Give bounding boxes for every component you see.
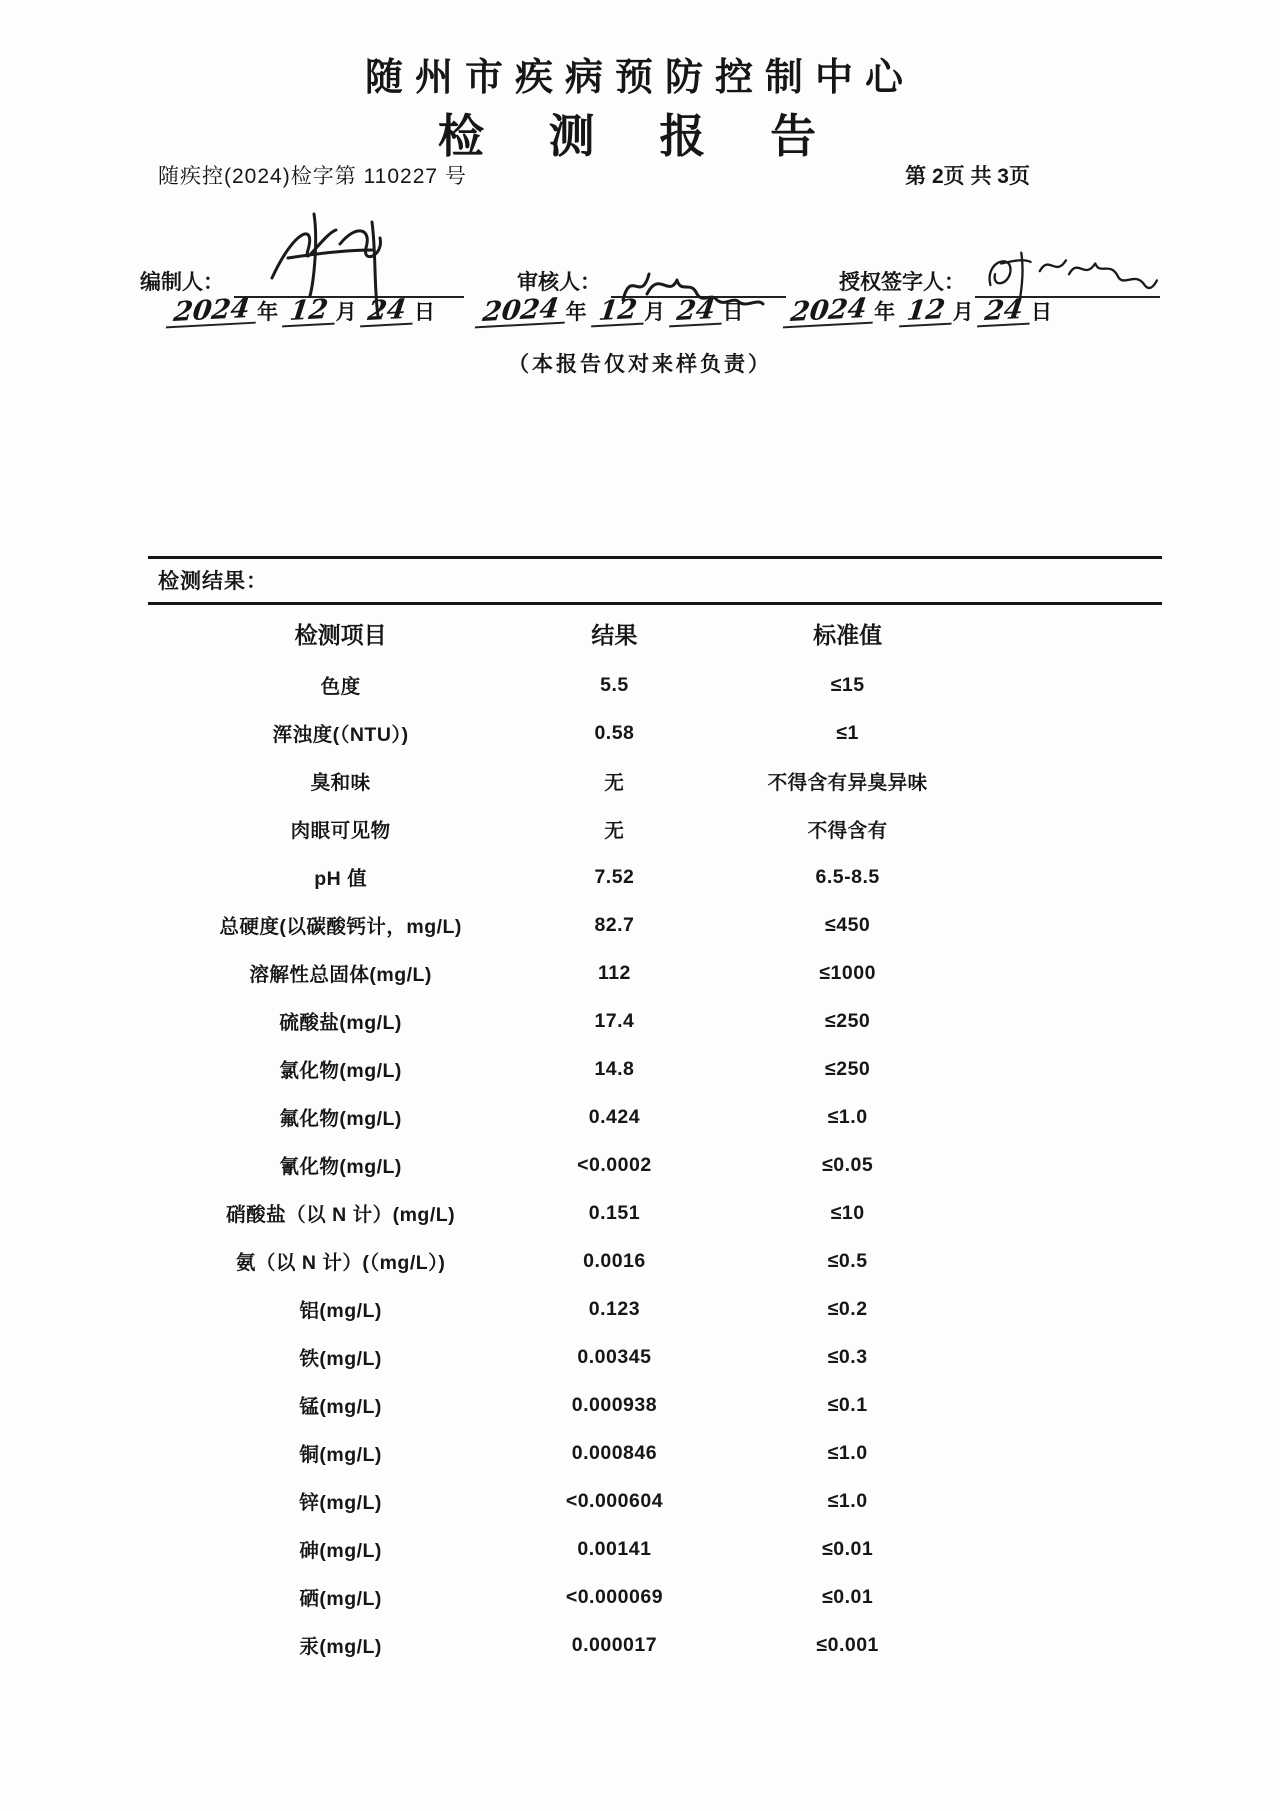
- day-suffix: 日: [414, 301, 435, 324]
- reviewer-date-day: 24: [669, 296, 725, 328]
- table-row: [148, 661, 1162, 709]
- table-row: [148, 757, 1162, 805]
- reviewer-date: [477, 293, 744, 328]
- authorizer-group: [839, 238, 1160, 298]
- preparer-signature-line: [234, 238, 464, 298]
- reviewer-signature-line: [611, 238, 786, 298]
- table-row: [148, 1525, 1162, 1573]
- cell-item: 肉眼可见物: [290, 820, 391, 842]
- table-row: [148, 1093, 1162, 1141]
- cell-item: 溶解性总固体(mg/L): [249, 964, 432, 986]
- cell-result: <0.0002: [577, 1153, 652, 1176]
- cell-standard: ≤0.01: [822, 1537, 874, 1560]
- cell-standard: ≤0.01: [822, 1585, 874, 1608]
- reviewer-label: 审核人：: [517, 271, 601, 294]
- reviewer-date-month: 12: [591, 296, 647, 328]
- cell-result: 0.000017: [571, 1633, 658, 1656]
- cell-result: 0.00345: [577, 1345, 652, 1368]
- cell-item: 铜(mg/L): [299, 1444, 382, 1466]
- cell-item: 锰(mg/L): [299, 1396, 382, 1418]
- cell-item: 浑浊度(（NTU）): [272, 724, 409, 746]
- table-row: [148, 1285, 1162, 1333]
- cell-standard: ≤1.0: [827, 1441, 868, 1464]
- table-row: [148, 1237, 1162, 1285]
- authorizer-date: [785, 293, 1052, 328]
- cell-standard: ≤1: [836, 721, 859, 744]
- table-row: [148, 901, 1162, 949]
- cell-item: 氰化物(mg/L): [279, 1156, 402, 1178]
- cell-standard: ≤1.0: [827, 1489, 868, 1512]
- cell-result: <0.000604: [565, 1489, 664, 1512]
- cell-item: 总硬度(以碳酸钙计，mg/L): [219, 916, 462, 938]
- year-suffix: 年: [874, 301, 896, 324]
- cell-result: 14.8: [594, 1057, 635, 1080]
- cell-item: 铝(mg/L): [299, 1300, 382, 1322]
- cell-standard: ≤1000: [819, 961, 876, 984]
- cell-standard: ≤10: [830, 1201, 865, 1224]
- responsibility-note: （本报告仅对来样负责）: [508, 353, 772, 376]
- cell-standard: ≤1.0: [827, 1105, 868, 1128]
- cell-item: 硫酸盐(mg/L): [279, 1012, 402, 1034]
- cell-result: 0.000938: [571, 1393, 658, 1416]
- cell-standard: ≤450: [825, 913, 871, 936]
- table-row: [148, 1189, 1162, 1237]
- cell-item: 氨（以 N 计）(（mg/L）): [235, 1252, 446, 1274]
- cell-item: 铁(mg/L): [299, 1348, 382, 1370]
- month-suffix: 月: [952, 301, 974, 324]
- cell-result: 0.000846: [571, 1441, 658, 1464]
- report-title: 检 测 报 告: [437, 110, 843, 162]
- authorizer-date-day: 24: [977, 296, 1033, 328]
- cell-result: 0.123: [588, 1297, 641, 1320]
- org-title: 随州市疾病预防控制中心: [364, 57, 915, 99]
- table-row: [148, 1381, 1162, 1429]
- cell-standard: ≤250: [825, 1057, 871, 1080]
- cell-item: 汞(mg/L): [299, 1636, 382, 1658]
- column-header-result: 结果: [591, 621, 638, 648]
- cell-result: 17.4: [594, 1009, 635, 1032]
- cell-standard: ≤0.1: [827, 1393, 868, 1416]
- cell-item: 锌(mg/L): [299, 1492, 382, 1514]
- cell-result: 0.151: [588, 1201, 641, 1224]
- month-suffix: 月: [644, 301, 666, 324]
- column-header-standard: 标准值: [813, 621, 883, 648]
- doc-number: 随疾控(2024)检字第 110227 号: [158, 165, 467, 188]
- cell-result: 112: [597, 961, 631, 984]
- cell-item: 氯化物(mg/L): [279, 1060, 402, 1082]
- results-table-body: [148, 661, 1162, 1669]
- cell-standard: 不得含有: [807, 820, 888, 842]
- cell-result: 0.424: [588, 1105, 641, 1128]
- preparer-label: 编制人：: [140, 271, 224, 294]
- page-indicator: 第 2页 共 3页: [905, 165, 1030, 188]
- cell-result: <0.000069: [565, 1585, 664, 1608]
- cell-item: pH 值: [314, 868, 368, 890]
- cell-result: 0.0016: [583, 1249, 646, 1272]
- cell-result: 82.7: [594, 913, 635, 936]
- cell-standard: 不得含有异臭异味: [767, 772, 928, 794]
- signature-row: [140, 238, 1160, 298]
- table-row: [148, 1333, 1162, 1381]
- table-row: [148, 1429, 1162, 1477]
- preparer-date-month: 12: [282, 296, 338, 328]
- year-suffix: 年: [565, 301, 587, 324]
- preparer-date: [168, 293, 435, 328]
- table-row: [148, 1573, 1162, 1621]
- day-suffix: 日: [722, 301, 744, 324]
- table-row: [148, 997, 1162, 1045]
- cell-result: 0.58: [594, 721, 635, 744]
- preparer-group: [140, 238, 464, 298]
- reviewer-group: [517, 238, 786, 298]
- table-row: [148, 1621, 1162, 1669]
- date-row: [168, 293, 1052, 328]
- authorizer-label: 授权签字人：: [839, 271, 965, 294]
- authorizer-date-year: 2024: [783, 295, 876, 329]
- table-row: [148, 949, 1162, 997]
- cell-result: 0.00141: [577, 1537, 652, 1560]
- cell-standard: ≤0.3: [827, 1345, 868, 1368]
- results-section: [148, 556, 1162, 1669]
- authorizer-signature-line: [975, 238, 1160, 298]
- cell-item: 硝酸盐（以 N 计）(mg/L): [226, 1204, 456, 1226]
- cell-standard: ≤0.001: [816, 1633, 879, 1656]
- cell-standard: ≤0.2: [827, 1297, 868, 1320]
- cell-standard: ≤250: [825, 1009, 871, 1032]
- authorizer-date-month: 12: [899, 296, 955, 328]
- table-row: [148, 1477, 1162, 1525]
- cell-item: 臭和味: [310, 772, 371, 794]
- preparer-date-day: 24: [360, 296, 416, 328]
- table-row: [148, 1045, 1162, 1093]
- results-section-label: 检测结果：: [158, 570, 268, 593]
- table-row: [148, 805, 1162, 853]
- cell-standard: ≤0.5: [827, 1249, 868, 1272]
- results-table-header: [148, 605, 1162, 661]
- cell-item: 硒(mg/L): [299, 1588, 382, 1610]
- table-row: [148, 709, 1162, 757]
- cell-result: 无: [604, 772, 625, 794]
- cell-result: 7.52: [594, 865, 635, 888]
- cell-item: 砷(mg/L): [299, 1540, 382, 1562]
- reviewer-date-year: 2024: [474, 295, 567, 329]
- preparer-date-year: 2024: [166, 295, 259, 329]
- day-suffix: 日: [1031, 301, 1052, 324]
- doc-info-row: [158, 160, 1030, 190]
- cell-standard: ≤15: [830, 673, 865, 696]
- cell-standard: 6.5-8.5: [815, 865, 880, 888]
- table-row: [148, 1141, 1162, 1189]
- month-suffix: 月: [335, 301, 357, 324]
- cell-item: 氟化物(mg/L): [279, 1108, 402, 1130]
- year-suffix: 年: [257, 301, 279, 324]
- cell-item: 色度: [320, 676, 361, 698]
- table-row: [148, 853, 1162, 901]
- column-header-item: 检测项目: [294, 621, 387, 648]
- cell-result: 无: [604, 820, 625, 842]
- cell-standard: ≤0.05: [822, 1153, 874, 1176]
- cell-result: 5.5: [600, 673, 629, 696]
